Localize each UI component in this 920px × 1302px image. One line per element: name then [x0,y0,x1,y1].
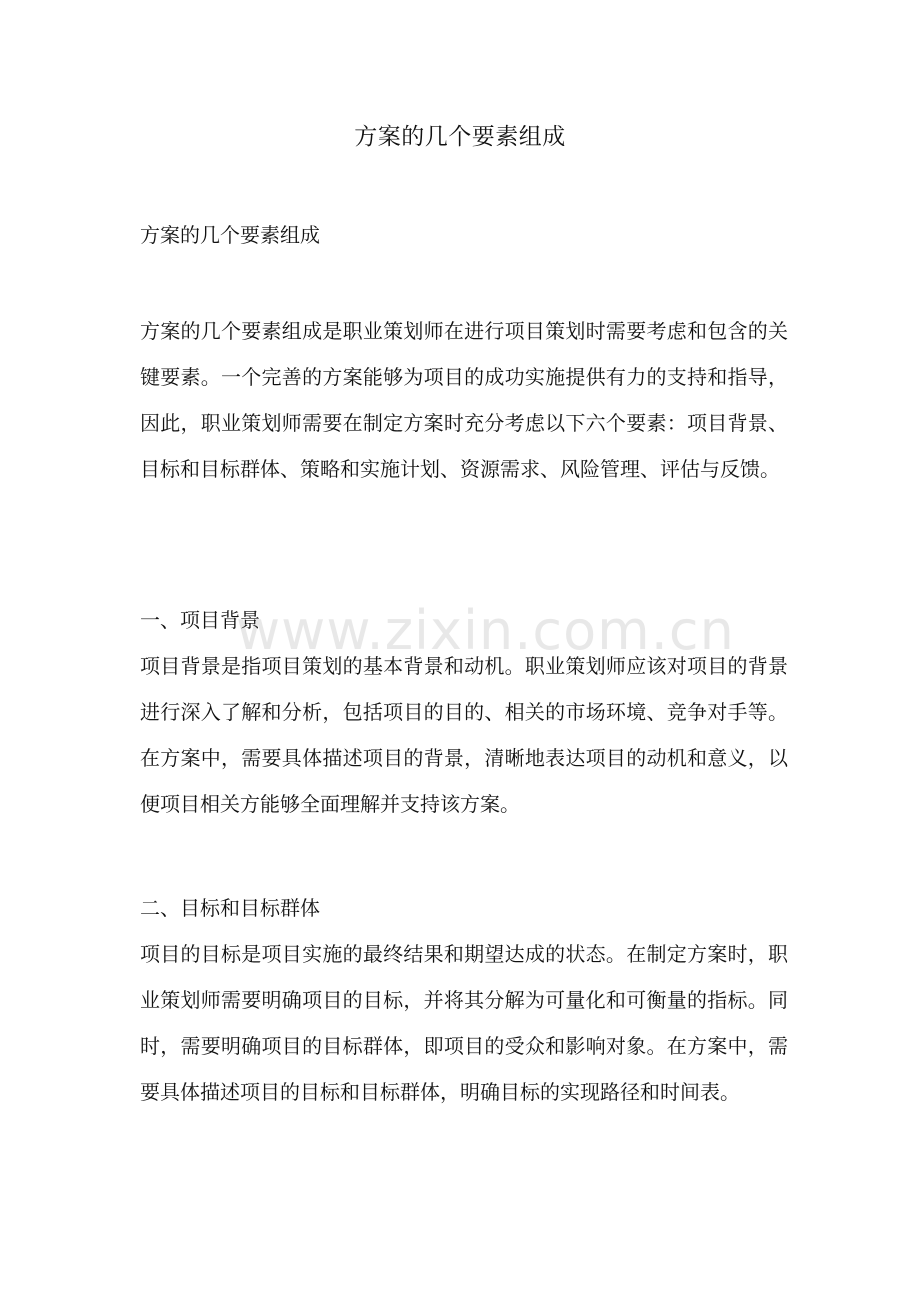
section-heading-background: 一、项目背景 [140,608,260,632]
intro-paragraph: 方案的几个要素组成是职业策划师在进行项目策划时需要考虑和包含的关键要素。一个完善的方案能够为项目的成功实施提供有力的支持和指导，因此，职业策划师需要在制定方案时充分考虑以下六个要素：项目背景、目标和目标群体、策略和实施计划、资源需求、风险管理、评估与反馈。 [140,319,788,481]
watermark: www.zixin.com.cn [236,599,735,662]
document-subtitle: 方案的几个要素组成 [140,223,320,247]
document-title: 方案的几个要素组成 [354,124,566,150]
section-heading-goals: 二、目标和目标群体 [140,896,320,920]
section-body-goals: 项目的目标是项目实施的最终结果和期望达成的状态。在制定方案时，职业策划师需要明确项目的目标，并将其分解为可量化和可衡量的指标。同时，需要明确项目的目标群体，即项目的受众和影响对象。在方案中，需要具体描述项目的目标和目标群体，明确目标的实现路径和时间表。 [140,942,788,1104]
section-body-background: 项目背景是指项目策划的基本背景和动机。职业策划师应该对项目的背景进行深入了解和分析，包括项目的目的、相关的市场环境、竞争对手等。在方案中，需要具体描述项目的背景，清晰地表达项目的动机和意义，以便项目相关方能够全面理解并支持该方案。 [140,654,788,816]
